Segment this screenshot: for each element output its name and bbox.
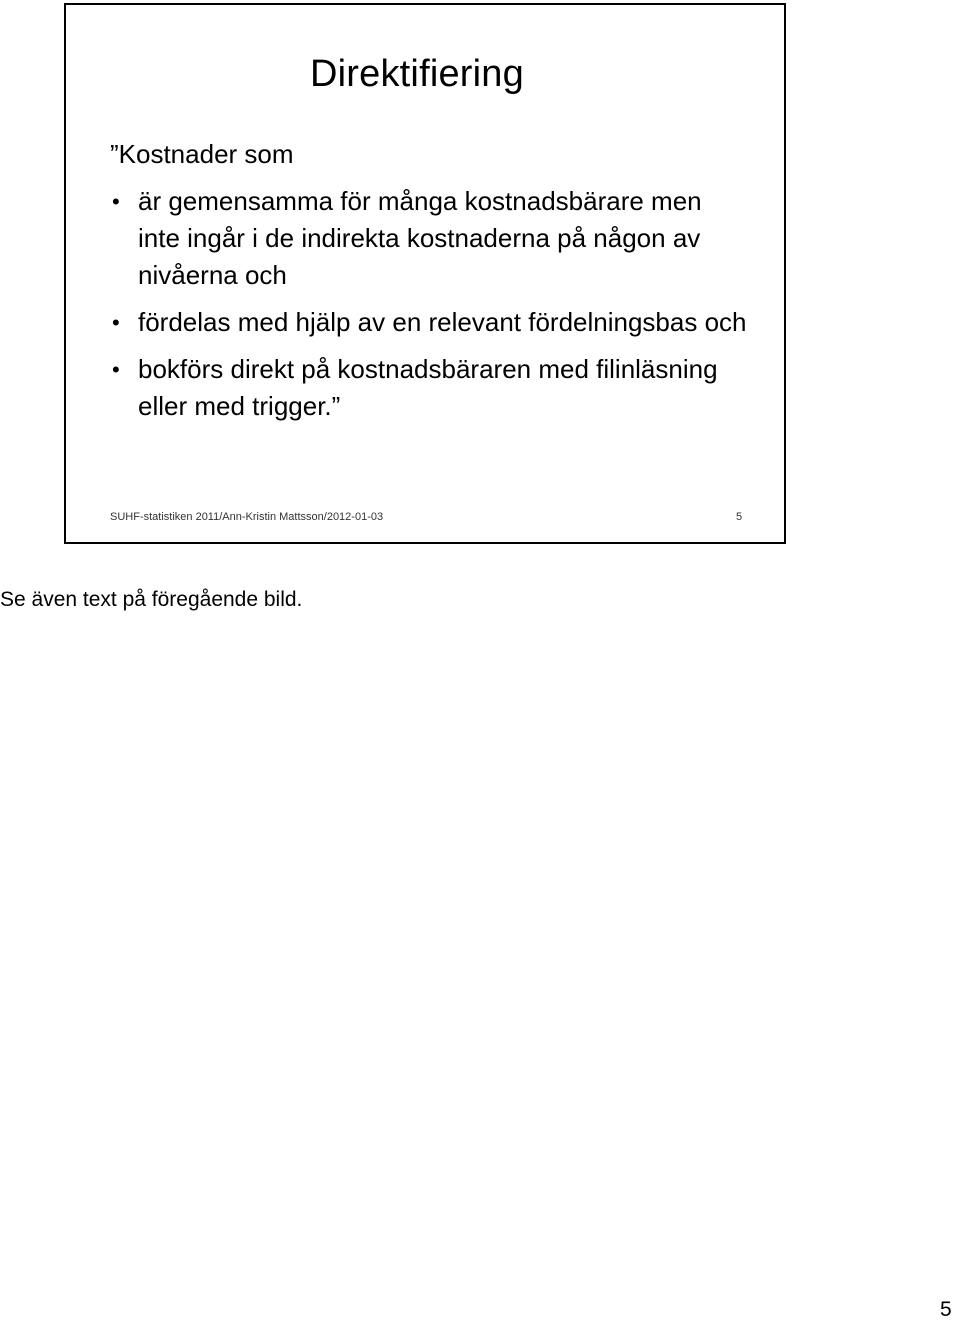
bullet-marker: • [112,310,120,335]
bullet-item [110,351,750,425]
bullet-marker: • [112,189,120,214]
slide-title: Direktifiering [310,53,524,95]
slide-number: 5 [736,511,743,523]
slide-footer: SUHF-statistiken 2011/Ann-Kristin Mattsson/2012-01-03 [110,511,384,523]
bullet-text: är gemensamma för många kostnadsbärare men inte ingår i de indirekta kostnaderna på någon av nivåerna och [138,186,702,290]
slide-frame [64,3,786,544]
bullet-text: bokförs direkt på kostnadsbäraren med filinläsning eller med trigger.” [138,354,718,421]
bullet-item [110,304,750,341]
page-number: 5 [940,1298,952,1321]
bullet-marker: • [112,357,120,382]
slide-intro-text: ”Kostnader som [110,139,294,169]
bullet-list [110,183,750,435]
bullet-item [110,183,750,294]
bullet-text: fördelas med hjälp av en relevant fördelningsbas och [138,307,747,337]
speaker-note: Se även text på föregående bild. [0,588,303,611]
